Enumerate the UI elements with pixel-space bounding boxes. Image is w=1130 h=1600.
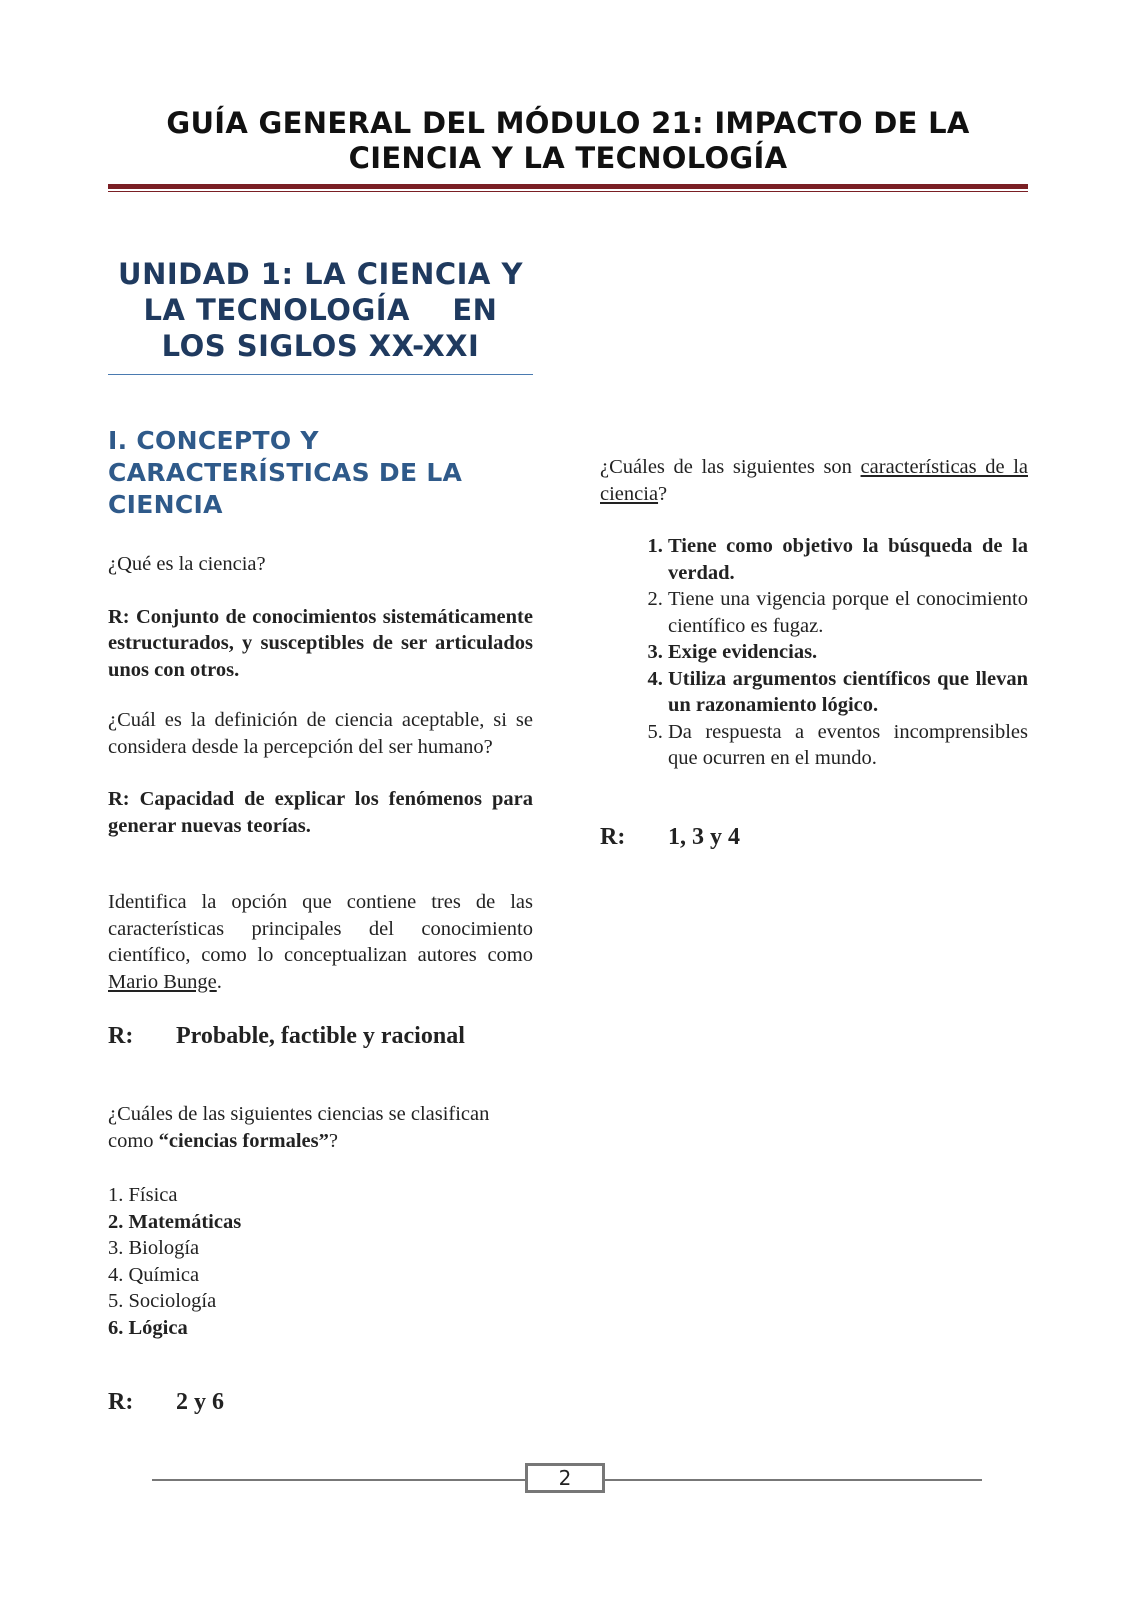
title-divider: [108, 184, 1028, 189]
caracteristicas-link[interactable]: características de la ciencia: [600, 456, 1028, 505]
list-item: 6. Lógica: [108, 1316, 188, 1339]
answer-3-label: R:: [108, 1023, 134, 1049]
list-item: 5. Sociología: [108, 1290, 217, 1312]
left-column: [108, 256, 533, 1417]
answer-1: R: Conjunto de conocimientos sistemáticamente estructurados, y susceptibles de ser articulados unos con otros.: [108, 605, 533, 681]
answer-3: [108, 1021, 533, 1051]
question-1: ¿Qué es la ciencia?: [108, 553, 266, 575]
list-item: 2. Matemáticas: [108, 1210, 242, 1233]
section-title: [108, 425, 533, 521]
question-3-text: Identifica la opción que contiene tres de las características principales del conocimiento científico, como lo conceptualizan autores como: [108, 891, 533, 966]
question-5: [600, 454, 1028, 507]
section-title-line: CIENCIA: [108, 490, 223, 519]
answer-5: [600, 822, 1028, 852]
question-4-end: ?: [328, 1129, 338, 1152]
title-divider-thin: [108, 191, 1028, 192]
question-5-end: ?: [658, 482, 668, 505]
list-item: 2. Tiene una vigencia porque el conocimiento científico es fugaz.: [668, 586, 1028, 639]
unit-title-line: UNIDAD 1: LA CIENCIA Y: [118, 257, 523, 291]
list-item: 3. Biología: [108, 1237, 200, 1259]
answer-4-value: 2 y 6: [176, 1389, 224, 1415]
answer-4-label: R:: [108, 1389, 134, 1415]
question-4-bold: “ciencias formales”: [158, 1129, 329, 1152]
list-item: 5. Da respuesta a eventos incomprensibles que ocurren en el mundo.: [668, 719, 1028, 772]
question-4-text: ¿Cuáles de las siguientes ciencias se clasifican como: [108, 1103, 490, 1152]
answer-4: [108, 1387, 533, 1417]
sciences-list: [108, 1182, 533, 1341]
question-3: [108, 889, 533, 995]
question-2: ¿Cuál es la definición de ciencia aceptable, si se considera desde la percepción del ser humano?: [108, 709, 533, 758]
unit-title-line: LA TECNOLOGÍA EN: [143, 293, 498, 327]
unit-title: [108, 256, 533, 375]
list-item: 1. Tiene como objetivo la búsqueda de la verdad.: [668, 533, 1028, 586]
answer-5-value: 1, 3 y 4: [668, 823, 740, 850]
question-4: [108, 1101, 533, 1154]
answer-5-label: R:: [600, 823, 626, 850]
page-title: GUÍA GENERAL DEL MÓDULO 21: IMPACTO DE LA CIENCIA Y LA TECNOLOGÍA: [166, 106, 970, 175]
right-column: [600, 454, 1028, 852]
list-item: 1. Física: [108, 1184, 178, 1206]
list-item: 4. Utiliza argumentos científicos que llevan un razonamiento lógico.: [668, 666, 1028, 719]
list-item: 4. Química: [108, 1263, 200, 1286]
answer-3-value: Probable, factible y racional: [176, 1023, 465, 1049]
unit-title-line: LOS SIGLOS XX-XXI: [161, 329, 480, 363]
section-title-line: CARACTERÍSTICAS DE LA: [108, 458, 463, 487]
mario-bunge-link[interactable]: Mario Bunge: [108, 970, 217, 993]
answer-2: R: Capacidad de explicar los fenómenos para generar nuevas teorías.: [108, 788, 533, 837]
question-3-end: .: [216, 970, 222, 993]
section-title-line: I. CONCEPTO Y: [108, 426, 319, 455]
page-number: 2: [525, 1463, 605, 1493]
question-5-text: ¿Cuáles de las siguientes son: [600, 456, 861, 478]
list-item: 3. Exige evidencias.: [668, 639, 1028, 666]
characteristics-list: [600, 533, 1028, 772]
